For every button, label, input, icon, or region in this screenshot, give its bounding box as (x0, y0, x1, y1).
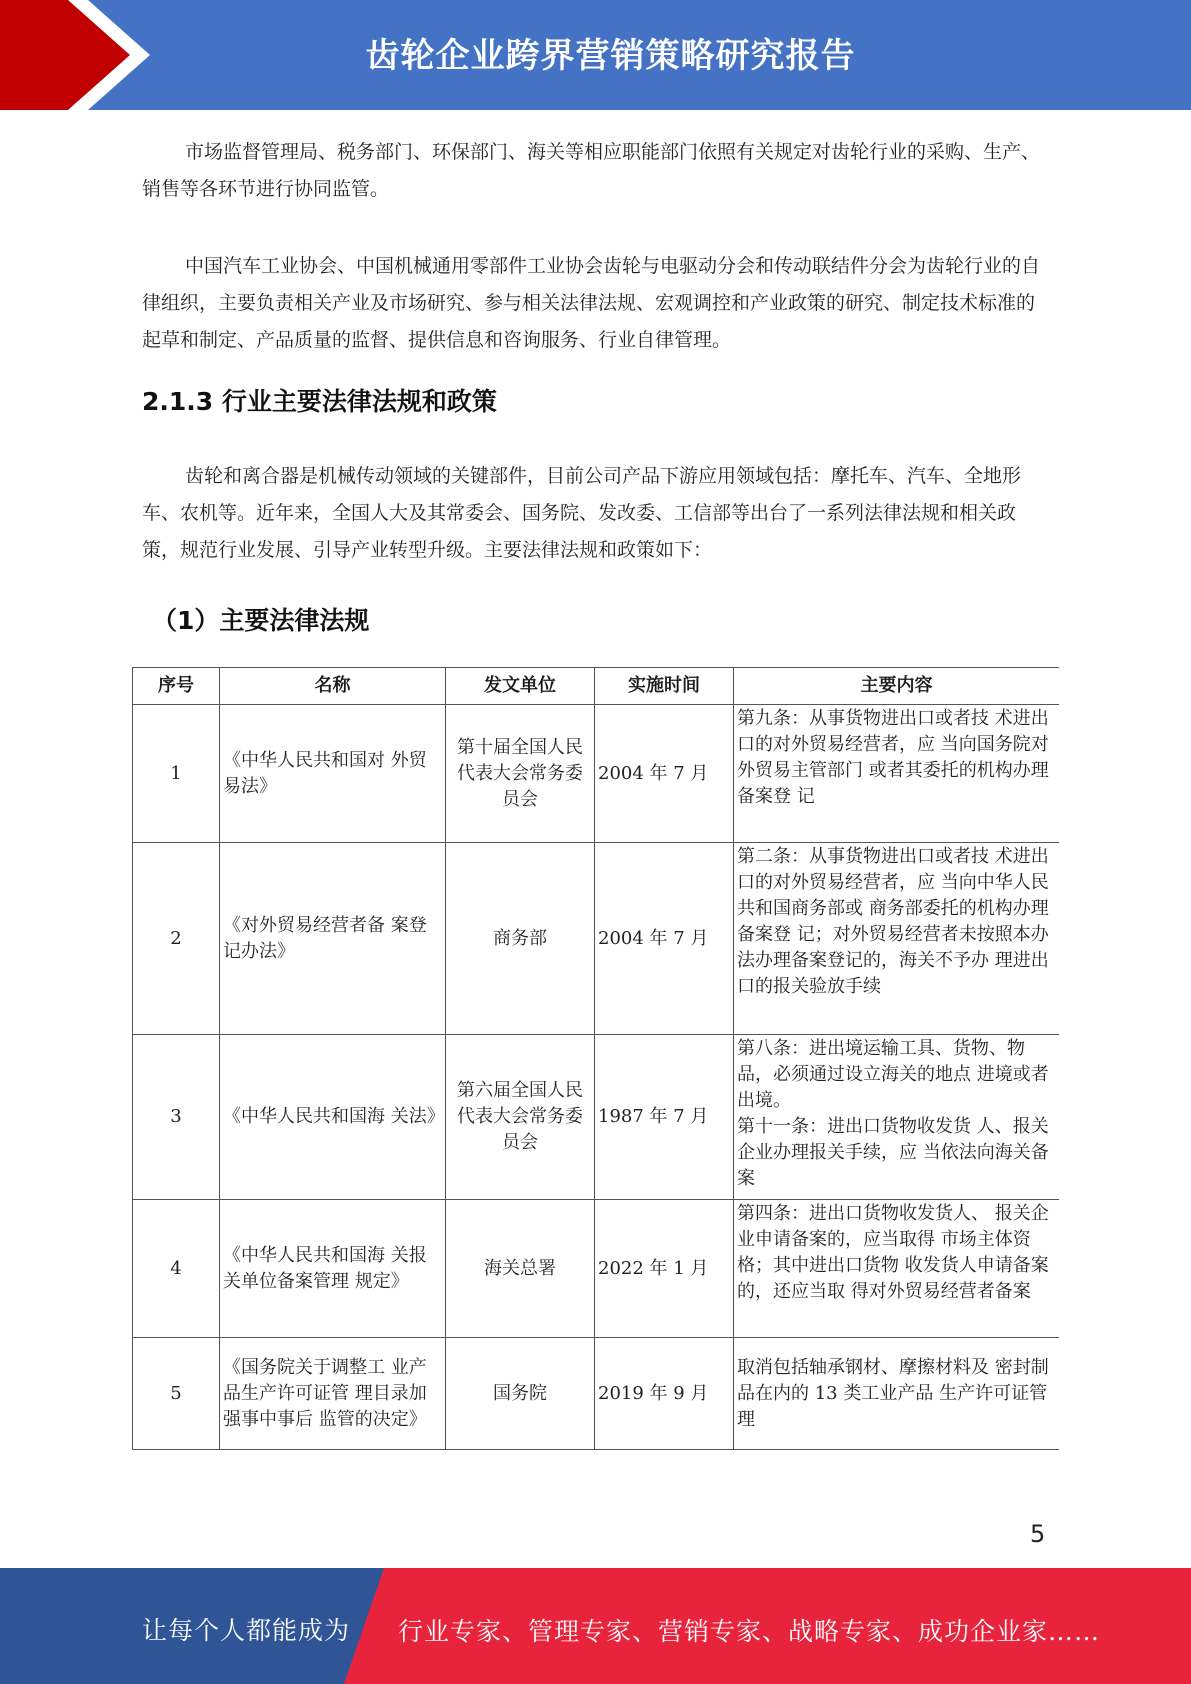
header-cell: 发文单位 (446, 668, 595, 705)
main-content: 第四条：进出口货物收发货人、 报关企业申请备案的，应当取得 市场主体资格；其中进出口货物 收发货人申请备案的，还应当取 得对外贸易经营者备案 (734, 1200, 1060, 1338)
report-title: 齿轮企业跨界营销策略研究报告 (365, 36, 856, 76)
issuer: 第十届全国人民代表大会常务委员会 (446, 705, 595, 843)
header-banner (0, 0, 1191, 110)
intro-text (142, 134, 1042, 359)
paragraph: 市场监督管理局、税务部门、环保部门、海关等相应职能部门依照有关规定对齿轮行业的采购、生产、销售等各环节进行协同监管。 (142, 141, 1041, 200)
row-number: 2 (133, 843, 220, 1035)
issuer: 海关总署 (446, 1200, 595, 1338)
main-content: 第九条：从事货物进出口或者技 术进出口的对外贸易经营者，应 当向国务院对外贸易主管部门 或者其委托的机构办理备案登 记 (734, 705, 1060, 843)
table-row (133, 705, 1060, 843)
effective-date: 2022 年 1 月 (595, 1200, 734, 1338)
effective-date: 2004 年 7 月 (595, 705, 734, 843)
law-name: 《中华人民共和国对 外贸易法》 (220, 705, 446, 843)
effective-date: 1987 年 7 月 (595, 1035, 734, 1200)
paragraph: 中国汽车工业协会、中国机械通用零部件工业协会齿轮与电驱动分会和传动联结件分会为齿轮行业的自律组织，主要负责相关产业及市场研究、参与相关法律法规、宏观调控和产业政策的研究、制定技术标准的起草和制定、产品质量的监督、提供信息和咨询服务、行业自律管理。 (142, 255, 1041, 351)
main-content: 取消包括轴承钢材、摩擦材料及 密封制品在内的 13 类工业产品 生产许可证管理 (734, 1338, 1060, 1450)
footer-slogan-right: 行业专家、管理专家、营销专家、战略专家、成功企业家…… (398, 1617, 1101, 1646)
issuer: 第六届全国人民代表大会常务委员会 (446, 1035, 595, 1200)
table-row (133, 1200, 1060, 1338)
section-heading: 2.1.3 行业主要法律法规和政策 (142, 387, 497, 416)
row-number: 1 (133, 705, 220, 843)
row-number: 5 (133, 1338, 220, 1450)
section-text (142, 458, 1042, 569)
table-row (133, 843, 1060, 1035)
law-name: 《对外贸易经营者备 案登记办法》 (220, 843, 446, 1035)
header-cell: 主要内容 (734, 668, 1060, 705)
footer-banner (0, 1568, 1191, 1684)
row-number: 4 (133, 1200, 220, 1338)
row-number: 3 (133, 1035, 220, 1200)
effective-date: 2019 年 9 月 (595, 1338, 734, 1450)
main-content: 第二条：从事货物进出口或者技 术进出口的对外贸易经营者，应 当向中华人民共和国商务部或 商务部委托的机构办理备案登 记；对外贸易经营者未按照本办 法办理备案登记的，海关不予办 理进出口的报关验放手续 (734, 843, 1060, 1035)
laws-table (132, 667, 1059, 1450)
table-row (133, 1338, 1060, 1450)
issuer: 商务部 (446, 843, 595, 1035)
footer-slogan-left: 让每个人都能成为 (142, 1616, 351, 1645)
table-row (133, 1035, 1060, 1200)
effective-date: 2004 年 7 月 (595, 843, 734, 1035)
laws-table-container (132, 667, 1059, 1450)
law-name: 《国务院关于调整工 业产品生产许可证管 理目录加强事中事后 监管的决定》 (220, 1338, 446, 1450)
subheading: （1）主要法律法规 (152, 606, 370, 635)
header-cell: 名称 (220, 668, 446, 705)
law-name: 《中华人民共和国海 关法》 (220, 1035, 446, 1200)
page-number: 5 (1030, 1520, 1046, 1548)
table-header-row (133, 668, 1060, 705)
header-cell: 实施时间 (595, 668, 734, 705)
law-name: 《中华人民共和国海 关报关单位备案管理 规定》 (220, 1200, 446, 1338)
main-content: 第八条：进出境运输工具、货物、物品，必须通过设立海关的地点 进境或者出境。 第十一条：进出口货物收发货 人、报关企业办理报关手续，应 当依法向海关备案 (734, 1035, 1060, 1200)
header-cell: 序号 (133, 668, 220, 705)
issuer: 国务院 (446, 1338, 595, 1450)
paragraph: 齿轮和离合器是机械传动领域的关键部件，目前公司产品下游应用领域包括：摩托车、汽车、全地形车、农机等。近年来，全国人大及其常委会、国务院、发改委、工信部等出台了一系列法律法规和相关政策，规范行业发展、引导产业转型升级。主要法律法规和政策如下： (142, 465, 1022, 561)
